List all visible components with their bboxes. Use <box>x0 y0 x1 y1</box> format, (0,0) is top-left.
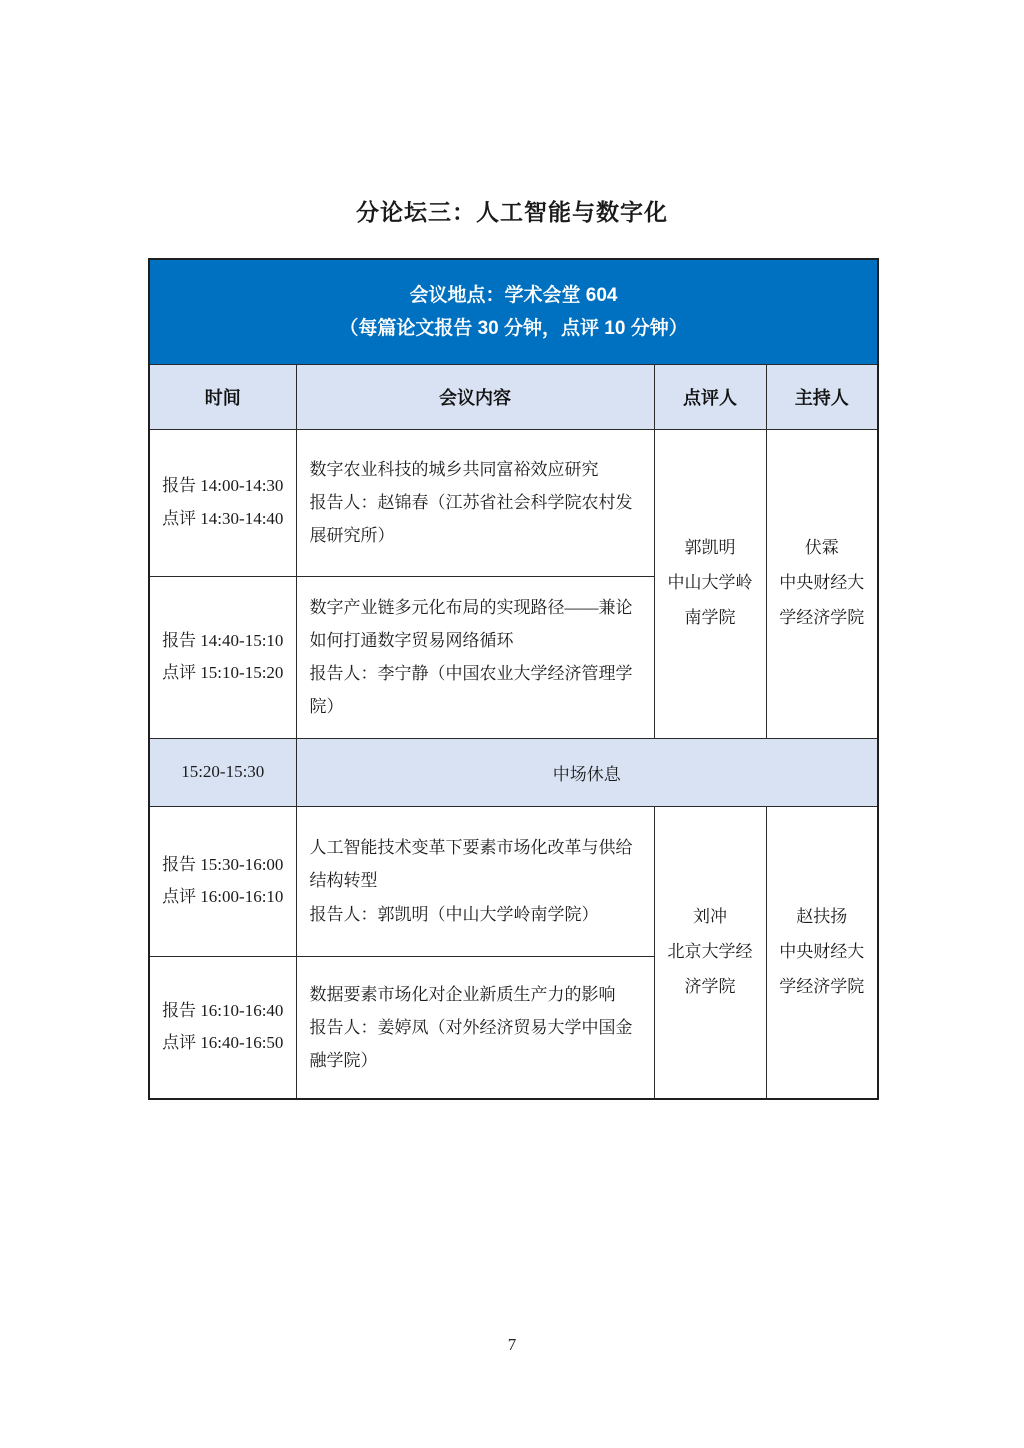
talk-speaker: 报告人：李宁静（中国农业大学经济管理学院） <box>309 664 633 717</box>
comment-time: 点评 15:10-15:20 <box>162 663 284 682</box>
banner-row <box>149 259 878 364</box>
page-number: 7 <box>507 1335 517 1354</box>
page-title: 分论坛三：人工智能与数字化 <box>356 199 668 225</box>
break-row <box>149 738 878 806</box>
commentator-cell <box>654 806 766 1099</box>
host-cell <box>766 429 878 738</box>
host-cell <box>766 806 878 1099</box>
host-affiliation: 中央财经大学经济学院 <box>779 573 865 627</box>
report-time: 报告 14:40-15:10 <box>162 630 284 650</box>
comment-time: 点评 16:00-16:10 <box>162 887 284 906</box>
report-time: 报告 16:10-16:40 <box>162 1000 284 1020</box>
commentator-affiliation: 中山大学岭南学院 <box>667 573 753 627</box>
content-cell <box>296 806 654 956</box>
talk-speaker: 报告人：郭凯明（中山大学岭南学院） <box>309 904 599 924</box>
commentator-name: 郭凯明 <box>684 538 736 558</box>
break-time-cell: 15:20-15:30 <box>149 738 296 806</box>
table-row <box>149 806 878 956</box>
talk-title: 数据要素市场化对企业新质生产力的影响 <box>309 984 616 1004</box>
talk-title: 数字产业链多元化布局的实现路径——兼论如何打通数字贸易网络循环 <box>309 597 633 650</box>
talk-title: 人工智能技术变革下要素市场化改革与供给结构转型 <box>309 838 633 891</box>
time-cell <box>149 956 296 1099</box>
content-cell <box>296 956 654 1099</box>
time-cell <box>149 576 296 738</box>
talk-speaker: 报告人：赵锦春（江苏省社会科学院农村发展研究所） <box>309 492 633 546</box>
report-time: 报告 15:30-16:00 <box>162 854 284 874</box>
content-cell <box>296 429 654 576</box>
timing-line: （每篇论文报告 30 分钟，点评 10 分钟） <box>339 317 688 339</box>
col-header-time: 时间 <box>149 364 296 429</box>
comment-time: 点评 16:40-16:50 <box>162 1033 284 1053</box>
talk-speaker: 报告人：姜婷凤（对外经济贸易大学中国金融学院） <box>309 1017 633 1070</box>
break-label-cell: 中场休息 <box>296 738 878 806</box>
commentator-affiliation: 北京大学经济学院 <box>667 941 753 996</box>
report-time: 报告 14:00-14:30 <box>162 476 284 496</box>
content-cell <box>296 576 654 738</box>
venue-line: 会议地点：学术会堂 604 <box>409 284 618 306</box>
column-header-row <box>149 364 878 429</box>
host-name: 伏霖 <box>804 538 839 558</box>
table-banner <box>149 259 878 364</box>
host-affiliation: 中央财经大学经济学院 <box>779 941 865 996</box>
commentator-name: 刘冲 <box>693 906 727 926</box>
time-cell <box>149 429 296 576</box>
program-table <box>148 258 879 1100</box>
time-cell <box>149 806 296 956</box>
host-name: 赵扶扬 <box>796 906 848 926</box>
talk-title: 数字农业科技的城乡共同富裕效应研究 <box>309 459 599 479</box>
col-header-commentator: 点评人 <box>654 364 766 429</box>
table-row <box>149 429 878 576</box>
commentator-cell <box>654 429 766 738</box>
comment-time: 点评 14:30-14:40 <box>162 508 284 528</box>
col-header-host: 主持人 <box>766 364 878 429</box>
col-header-content: 会议内容 <box>296 364 654 429</box>
